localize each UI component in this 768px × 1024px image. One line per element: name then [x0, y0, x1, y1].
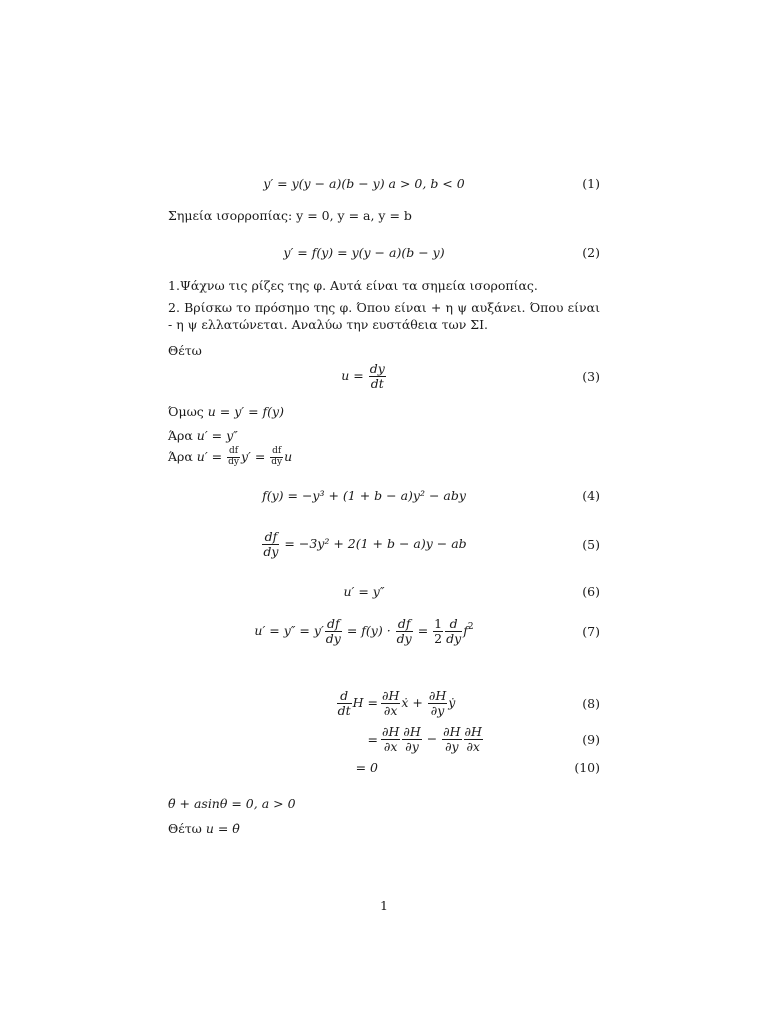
equation-4	[168, 488, 600, 503]
page-number: 1	[380, 898, 388, 913]
paragraph-step-1: 1.Ψάχνω τις ρίζες της φ. Αυτά είναι τα σημεία ισοροπίας.	[168, 278, 538, 293]
fraction-numerator: 1	[434, 616, 443, 631]
inline-math: u′ = y″	[196, 428, 238, 443]
fraction	[396, 617, 413, 646]
inline-math: u′ =	[196, 448, 227, 464]
fraction-numerator: ∂H	[403, 723, 421, 739]
equation-7-part: f	[463, 622, 468, 638]
equilibrium-points-text: Σημεία ισορροπίας: y = 0, y = a, y = b	[168, 208, 412, 223]
equation-5-rhs: = −3y² + 2(1 + b − a)y − ab	[280, 535, 467, 551]
equation-9-lhs: =	[367, 731, 378, 747]
fraction-numerator: df	[228, 446, 239, 456]
equation-8-part: ẋ +	[401, 694, 427, 710]
superscript: 2	[467, 621, 474, 632]
equation-number: (8)	[582, 695, 600, 711]
equation-5-body	[168, 530, 560, 559]
fraction-denominator: dy	[263, 543, 279, 559]
fraction-numerator: df	[396, 617, 413, 632]
paragraph-text: Άρα	[168, 428, 197, 443]
fraction-denominator: dy	[325, 630, 341, 646]
fraction	[442, 725, 461, 754]
fraction	[262, 530, 279, 559]
equation-8	[168, 684, 600, 722]
paragraph-theta-equation: θ̈ + asinθ = 0, a > 0	[168, 796, 296, 811]
equation-2	[168, 245, 600, 260]
fraction-denominator: ∂y	[405, 738, 419, 754]
fraction-denominator: ∂x	[383, 738, 398, 754]
fraction-denominator: ∂y	[445, 738, 459, 754]
paragraph-theto-2	[168, 820, 600, 837]
equation-6	[168, 584, 600, 599]
equation-8-rhs	[380, 689, 455, 718]
paragraph-text: Άρα	[168, 448, 197, 464]
fraction-numerator: dy	[369, 361, 385, 376]
inline-math: u = y′ = f(y)	[207, 404, 284, 419]
fraction	[428, 689, 447, 718]
equation-10	[168, 758, 600, 776]
fraction-denominator: ∂x	[383, 702, 398, 718]
fraction-denominator: dy	[271, 456, 283, 467]
equation-7-part: = f(y) ·	[342, 622, 395, 638]
fraction-denominator: ∂y	[430, 702, 445, 718]
fraction-denominator: dt	[337, 702, 351, 718]
fraction	[445, 617, 462, 646]
fraction-numerator: ∂H	[443, 723, 461, 739]
fraction-denominator: 2	[434, 630, 443, 646]
equation-6-body: u′ = y″	[343, 584, 385, 599]
equation-number: (1)	[582, 176, 600, 191]
equation-9-part: −	[422, 730, 442, 746]
equation-block-8-10	[168, 684, 600, 784]
equation-2-body: y′ = f(y) = y(y − a)(b − y)	[283, 245, 445, 260]
equation-3-lhs: u =	[341, 367, 368, 383]
fraction	[325, 617, 342, 646]
fraction	[433, 617, 443, 646]
paragraph-text: Όμως	[168, 404, 208, 419]
equation-9-rhs	[380, 725, 484, 754]
equation-1	[168, 176, 600, 191]
equation-9	[168, 720, 600, 758]
equation-5	[168, 530, 600, 559]
equation-3	[168, 362, 600, 391]
equation-number: (10)	[574, 759, 600, 775]
fraction-denominator: dt	[370, 375, 384, 391]
fraction-denominator: ∂x	[466, 738, 480, 754]
fraction-numerator: ∂H	[428, 687, 447, 703]
equation-7-body	[168, 617, 560, 646]
equation-number: (4)	[582, 488, 600, 503]
fraction-numerator: ∂H	[382, 687, 400, 703]
fraction	[369, 362, 386, 391]
fraction-numerator: d	[445, 617, 462, 632]
paragraph-ara-2	[168, 447, 600, 468]
paragraph-omos	[168, 403, 600, 420]
equation-number: (2)	[582, 245, 600, 260]
fraction-denominator: dy	[446, 630, 462, 646]
equation-number: (9)	[582, 731, 600, 747]
inline-math: u = θ̇	[205, 821, 240, 836]
equation-10-body: = 0	[355, 759, 378, 775]
fraction	[402, 725, 421, 754]
inline-math: y′ =	[240, 448, 270, 464]
equation-number: (7)	[582, 623, 600, 639]
fraction-numerator: df	[272, 446, 282, 456]
fraction	[381, 689, 400, 718]
fraction-numerator: df	[262, 530, 279, 545]
equation-8-part: H =	[352, 694, 378, 710]
equation-8-part: ẏ	[448, 694, 456, 710]
fraction	[227, 447, 240, 468]
fraction	[270, 447, 283, 468]
paragraph-text: Θέτω	[168, 821, 206, 836]
paragraph-step-2: 2. Βρίσκω το πρόσημο της φ. Όπου είναι + η ψ αυξάνει. Όπου είναι - η ψ ελλατώνεται. Αναλύω την ευστάθεια των ΣΙ.	[168, 300, 600, 332]
equation-7-part: =	[413, 622, 433, 638]
fraction-denominator: dy	[396, 630, 412, 646]
fraction	[337, 689, 352, 718]
paragraph-ara-1	[168, 427, 600, 444]
equation-number: (3)	[582, 368, 600, 384]
equation-4-body: f(y) = −y³ + (1 + b − a)y² − aby	[262, 488, 466, 503]
fraction-numerator: ∂H	[382, 723, 400, 739]
equation-7-part: u′ = y″ = y′	[254, 622, 324, 638]
equation-1-body: y′ = y(y − a)(b − y) a > 0, b < 0	[263, 176, 465, 191]
paragraph-theto: Θέτω	[168, 343, 202, 358]
fraction	[464, 725, 483, 754]
equation-number: (6)	[582, 584, 600, 599]
equation-3-body	[168, 362, 560, 391]
fraction-numerator: df	[325, 617, 342, 632]
fraction-numerator: ∂H	[464, 723, 482, 739]
equation-number: (5)	[582, 536, 600, 552]
equation-8-lhs	[308, 689, 378, 718]
fraction	[381, 725, 400, 754]
equation-7	[168, 617, 600, 646]
inline-math: u	[284, 448, 293, 464]
fraction-denominator: dy	[228, 456, 239, 467]
fraction-numerator: d	[337, 689, 352, 704]
